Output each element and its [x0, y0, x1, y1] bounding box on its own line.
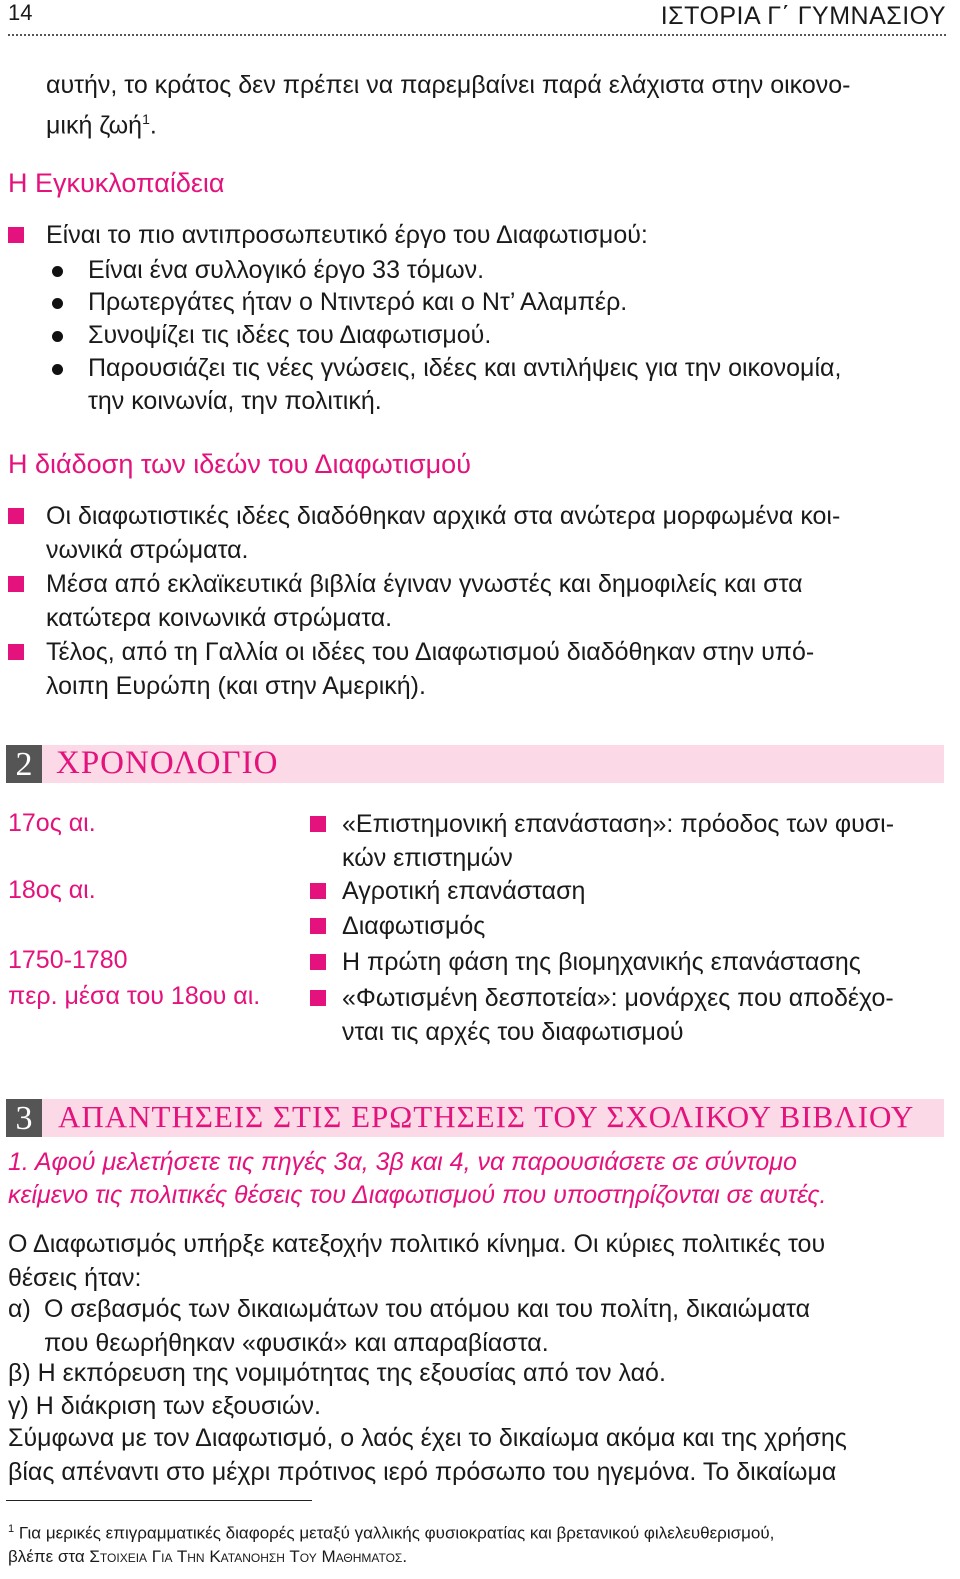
section-heading: Η διάδοση των ιδεών του Διαφωτισμού — [8, 449, 471, 479]
answer-item-label: α) — [8, 1295, 31, 1323]
answer-paragraph: Ο Διαφωτισμός υπήρξε κατεξοχήν πολιτικό κίνημα. Οι κύριες πολιτικές του θέσεις ήταν: — [8, 1230, 826, 1292]
footnote-marker: 1 — [8, 1523, 15, 1535]
bullet-square-icon — [8, 227, 24, 243]
chrono-event: Διαφωτισμός — [342, 912, 486, 940]
list-item-continuation: την κοινωνία, την πολιτική. — [88, 387, 382, 415]
intro-line: μική ζωή$^1$. — [46, 111, 157, 140]
intro-paragraph — [46, 68, 944, 142]
list-item: Μέσα από εκλαϊκευτικά βιβλία έγιναν γνωστές και δημοφιλείς και στα κατώτερα κοινωνικά στρώματα. — [46, 570, 803, 632]
bullet-dot-icon — [52, 266, 63, 277]
answer-item: γ) Η διάκριση των εξουσιών. — [8, 1392, 321, 1420]
chrono-event: «Επιστημονική επανάσταση»: πρόοδος των φυσι- κών επιστημών — [342, 810, 895, 872]
chrono-event: Αγροτική επανάσταση — [342, 877, 586, 905]
footnote-divider — [6, 1500, 312, 1501]
list-item: Παρουσιάζει τις νέες γνώσεις, ιδέες και αντιλήψεις για την οικονομία, — [88, 354, 842, 382]
section-title: ΧΡΟΝΟΛΟΓΙΟ — [56, 745, 279, 781]
list-item: Τέλος, από τη Γαλλία οι ιδέες του Διαφωτισμού διαδόθηκαν στην υπό- λοιπη Ευρώπη (και στην Αμερική). — [46, 638, 815, 700]
footnote-reference-title: Στοιχεια Για Την Κατανοηση Του Μαθηματος — [89, 1546, 403, 1566]
section-number: 2 — [6, 745, 42, 783]
bullet-square-icon — [310, 918, 326, 934]
chrono-date: 1750-1780 — [8, 946, 128, 974]
chrono-event: «Φωτισμένη δεσποτεία»: μονάρχες που αποδέχο- νται τις αρχές του διαφωτισμού — [342, 984, 894, 1046]
bullet-dot-icon — [52, 364, 63, 375]
bullet-square-icon — [310, 883, 326, 899]
footnote-ref: 1 — [142, 111, 150, 127]
section-title: ΑΠΑΝΤΗΣΕΙΣ ΣΤΙΣ ΕΡΩΤΗΣΕΙΣ ΤΟΥ ΣΧΟΛΙΚΟΥ ΒΙΒΛΙΟΥ — [58, 1099, 915, 1134]
question: 1. Αφού μελετήσετε τις πηγές 3α, 3β και 4, να παρουσιάσετε σε σύντομο κείμενο τις πολιτικές θέσεις του Διαφωτισμού που υποστηρίζονται σε αυτές. — [8, 1148, 827, 1209]
chrono-event: Η πρώτη φάση της βιομηχανικής επανάστασης — [342, 948, 861, 976]
running-header-title: ΙΣΤΟΡΙΑ Γ΄ ΓΥΜΝΑΣΙΟΥ — [660, 2, 946, 30]
bullet-square-icon — [8, 576, 24, 592]
bullet-square-icon — [8, 644, 24, 660]
page-number: 14 — [8, 0, 33, 25]
chrono-date: 18ος αι. — [8, 876, 96, 904]
list-item: Είναι το πιο αντιπροσωπευτικό έργο του Διαφωτισμού: — [46, 221, 648, 249]
footnote: $^1$ Για μερικές επιγραμματικές διαφορές μεταξύ γαλλικής φυσιοκρατίας και βρετανικού φιλελευθερισμού, βλέπε στα Στοιχεια Για Την Κατανοηση Του Μαθηματος. — [8, 1523, 775, 1566]
list-item: Οι διαφωτιστικές ιδέες διαδόθηκαν αρχικά στα ανώτερα μορφωμένα κοι- νωνικά στρώματα. — [46, 502, 841, 564]
list-item: Είναι ένα συλλογικό έργο 33 τόμων. — [88, 256, 485, 284]
list-item: Πρωτεργάτες ήταν ο Ντιντερό και ο Ντ’ Αλαμπέρ. — [88, 288, 628, 316]
header-divider — [8, 34, 946, 36]
chrono-date: περ. μέσα του 18ου αι. — [8, 982, 261, 1010]
answer-item: Ο σεβασμός των δικαιωμάτων του ατόμου και του πολίτη, δικαιώματα που θεωρήθηκαν «φυσικά» και απαραβίαστα. — [44, 1295, 811, 1357]
bullet-square-icon — [310, 954, 326, 970]
bullet-square-icon — [310, 816, 326, 832]
answer-paragraph: Σύμφωνα με τον Διαφωτισμό, ο λαός έχει το δικαίωμα ακόμα και της χρήσης βίας απέναντι στο μέχρι πρότινος ιερό πρόσωπο του ηγεμόνα. Το δικαίωμα — [8, 1424, 847, 1486]
chrono-date: 17ος αι. — [8, 809, 96, 837]
list-item: Συνοψίζει τις ιδέες του Διαφωτισμού. — [88, 321, 492, 349]
bullet-dot-icon — [52, 331, 63, 342]
section-number: 3 — [6, 1099, 42, 1137]
bullet-square-icon — [8, 508, 24, 524]
bullet-dot-icon — [52, 298, 63, 309]
answer-item: β) Η εκπόρευση της νομιμότητας της εξουσίας από τον λαό. — [8, 1359, 666, 1387]
intro-line: αυτήν, το κράτος δεν πρέπει να παρεμβαίνει παρά ελάχιστα στην οικονο- — [46, 71, 851, 99]
section-heading: Η Εγκυκλοπαίδεια — [8, 168, 225, 198]
bullet-square-icon — [310, 990, 326, 1006]
